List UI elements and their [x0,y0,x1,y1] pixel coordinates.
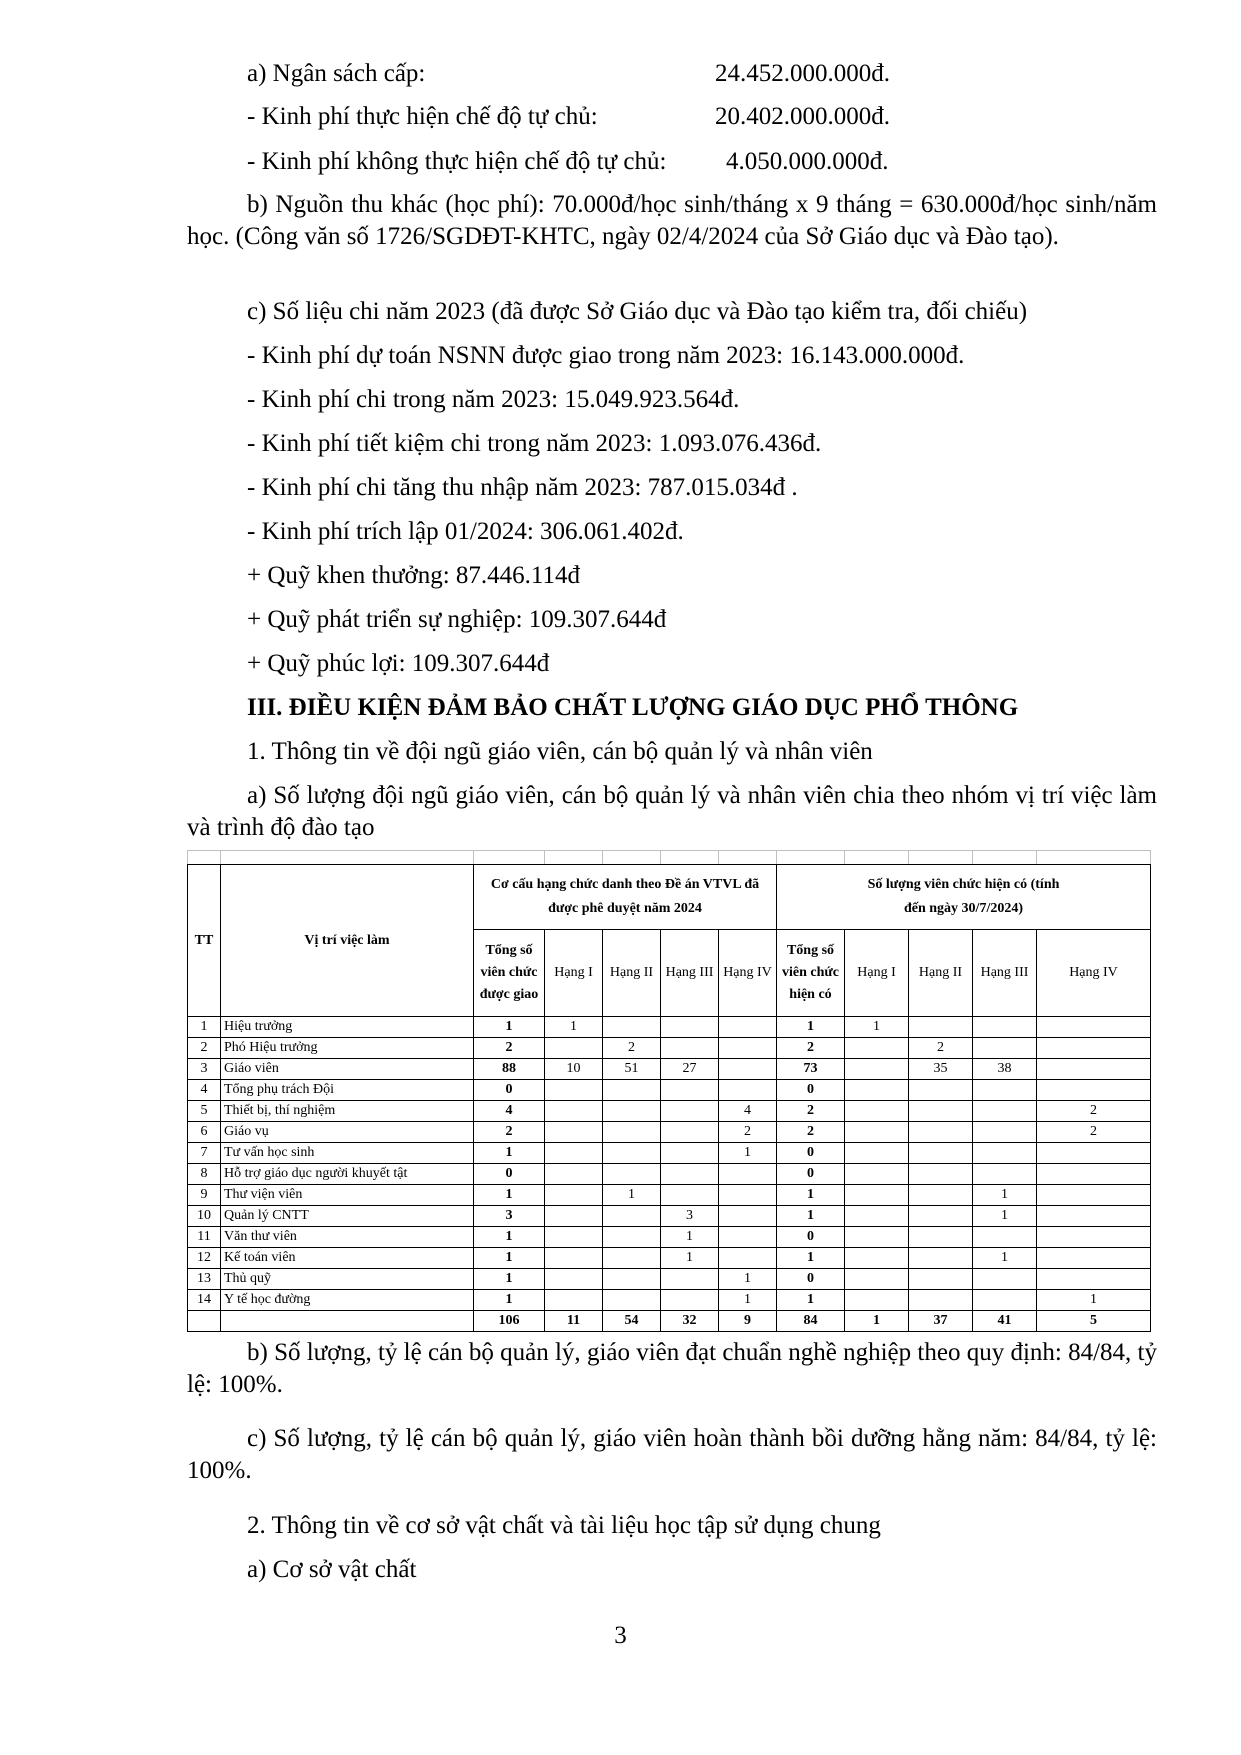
row-value-cell: 1 [973,1185,1037,1206]
row-value-cell [909,1269,973,1290]
row-value-cell [603,1101,661,1122]
row-value-cell [973,1164,1037,1185]
row-value-cell [1037,1038,1151,1059]
row-value-cell [661,1038,719,1059]
budget-auto-amount: 20.402.000.000đ. [715,103,890,130]
row-value-cell [545,1122,603,1143]
budget-c-item: - Kinh phí tiết kiệm chi trong năm 2023: 1.093.076.436đ. [247,430,822,457]
row-value-cell [845,1080,909,1101]
row-value-cell: 0 [474,1080,545,1101]
rank3-header: Hạng III [973,930,1037,1017]
row-value-cell: 3 [661,1206,719,1227]
row-value-cell [909,1206,973,1227]
row-value-cell [661,1185,719,1206]
row-value-cell: 1 [603,1185,661,1206]
row-value-cell: 35 [909,1059,973,1080]
row-value-cell: 2 [909,1038,973,1059]
row-position-cell: Thiết bị, thí nghiệm [221,1101,474,1122]
row-value-cell [973,1017,1037,1038]
group1-header: Cơ cấu hạng chức danh theo Đề án VTVL đã được phê duyệt năm 2024 [474,865,777,930]
total-cell: 54 [603,1311,661,1332]
row-value-cell [909,1122,973,1143]
row-value-cell [661,1143,719,1164]
row-value-cell [545,1248,603,1269]
row-tt-cell: 10 [188,1206,221,1227]
total-cell: 41 [973,1311,1037,1332]
row-value-cell [545,1185,603,1206]
row-value-cell [1037,1059,1151,1080]
total-cell: 37 [909,1311,973,1332]
row-position-cell: Thủ quỹ [221,1269,474,1290]
budget-auto-label: - Kinh phí thực hiện chế độ tự chủ: [247,103,598,130]
table-row [188,1269,1151,1290]
row-value-cell [845,1227,909,1248]
budget-nonauto-label: - Kinh phí không thực hiện chế độ tự chủ: [247,148,667,175]
row-position-cell: Y tế học đường [221,1290,474,1311]
row-value-cell: 1 [973,1206,1037,1227]
row-position-cell: Kế toán viên [221,1248,474,1269]
row-value-cell [719,1248,777,1269]
section-heading: III. ĐIỀU KIỆN ĐẢM BẢO CHẤT LƯỢNG GIÁO DỤC PHỔ THÔNG [247,694,1019,721]
row-tt-cell: 4 [188,1080,221,1101]
row-value-cell: 38 [973,1059,1037,1080]
row-value-cell [719,1185,777,1206]
total-cell: 11 [545,1311,603,1332]
rank1-header: Hạng I [845,930,909,1017]
table-row [188,1017,1151,1038]
budget-c-item: - Kinh phí trích lập 01/2024: 306.061.402đ. [247,518,684,545]
row-value-cell [973,1290,1037,1311]
row-value-cell: 51 [603,1059,661,1080]
budget-nonauto-amount: 4.050.000.000đ. [726,148,889,175]
row-value-cell: 1 [474,1143,545,1164]
row-value-cell: 1 [777,1185,845,1206]
row-value-cell [545,1038,603,1059]
row-value-cell [661,1269,719,1290]
total-cell: 84 [777,1311,845,1332]
table-row [188,1059,1151,1080]
row-value-cell: 1 [719,1143,777,1164]
row-tt-cell: 14 [188,1290,221,1311]
row-tt-cell: 3 [188,1059,221,1080]
after-b-paragraph: b) Số lượng, tỷ lệ cán bộ quản lý, giáo viên đạt chuẩn nghề nghiệp theo quy định: 84/84, tỷ lệ: 100%. [187,1339,1157,1398]
table-total-row [188,1311,1151,1332]
rank2-header: Hạng II [603,930,661,1017]
total-cell: 32 [661,1311,719,1332]
section-item-1a: a) Số lượng đội ngũ giáo viên, cán bộ quản lý và nhân viên chia theo nhóm vị trí việc làm và trình độ đào tạo [187,782,1157,841]
row-value-cell [973,1227,1037,1248]
row-value-cell [661,1290,719,1311]
row-value-cell [603,1248,661,1269]
row-value-cell [545,1290,603,1311]
group2-header: Số lượng viên chức hiện có (tính đến ngày 30/7/2024) [777,865,1151,930]
row-value-cell: 1 [719,1269,777,1290]
row-value-cell [719,1038,777,1059]
row-position-cell: Quản lý CNTT [221,1206,474,1227]
table-row [188,1038,1151,1059]
budget-a-amount: 24.452.000.000đ. [715,60,890,87]
total-cell: 5 [1037,1311,1151,1332]
rank4-header: Hạng IV [1037,930,1151,1017]
table-ruler-row [188,851,1151,865]
table-row [188,1143,1151,1164]
row-value-cell: 1 [845,1017,909,1038]
row-tt-cell: 7 [188,1143,221,1164]
row-tt-cell: 6 [188,1122,221,1143]
row-value-cell [909,1185,973,1206]
row-value-cell [661,1122,719,1143]
row-value-cell: 4 [719,1101,777,1122]
row-value-cell: 2 [777,1122,845,1143]
row-position-cell: Phó Hiệu trưởng [221,1038,474,1059]
row-value-cell [719,1206,777,1227]
row-value-cell: 1 [777,1017,845,1038]
row-value-cell: 1 [474,1227,545,1248]
row-value-cell [545,1206,603,1227]
row-value-cell [545,1143,603,1164]
row-value-cell [1037,1017,1151,1038]
row-value-cell [845,1059,909,1080]
row-value-cell: 1 [777,1290,845,1311]
row-value-cell [909,1248,973,1269]
staff-table [187,850,1151,1332]
row-value-cell: 1 [474,1017,545,1038]
row-value-cell [719,1164,777,1185]
budget-c-item: - Kinh phí chi trong năm 2023: 15.049.923.564đ. [247,386,740,413]
row-tt-cell: 11 [188,1227,221,1248]
row-value-cell [845,1143,909,1164]
row-value-cell [545,1269,603,1290]
row-value-cell [909,1290,973,1311]
row-value-cell [973,1101,1037,1122]
row-value-cell [845,1164,909,1185]
row-value-cell [845,1038,909,1059]
table-row [188,1227,1151,1248]
row-value-cell [603,1206,661,1227]
row-value-cell: 0 [777,1269,845,1290]
row-value-cell [845,1101,909,1122]
row-value-cell [603,1017,661,1038]
row-value-cell [1037,1227,1151,1248]
row-position-cell: Tư vấn học sinh [221,1143,474,1164]
row-value-cell [909,1227,973,1248]
total-cell: 9 [719,1311,777,1332]
row-value-cell [973,1143,1037,1164]
table-row [188,1290,1151,1311]
row-tt-cell: 5 [188,1101,221,1122]
row-tt-cell: 8 [188,1164,221,1185]
row-value-cell: 2 [474,1122,545,1143]
row-value-cell [603,1143,661,1164]
row-value-cell [603,1164,661,1185]
row-value-cell [973,1080,1037,1101]
row-value-cell [845,1290,909,1311]
row-value-cell: 2 [1037,1101,1151,1122]
row-value-cell [719,1059,777,1080]
row-value-cell: 4 [474,1101,545,1122]
row-value-cell [845,1206,909,1227]
row-value-cell [845,1185,909,1206]
rank3-header: Hạng III [661,930,719,1017]
row-position-cell: Giáo viên [221,1059,474,1080]
row-value-cell [973,1269,1037,1290]
row-value-cell [845,1269,909,1290]
row-position-cell: Văn thư viên [221,1227,474,1248]
table-row [188,1185,1151,1206]
row-value-cell [545,1080,603,1101]
row-value-cell: 1 [474,1269,545,1290]
row-value-cell: 0 [777,1164,845,1185]
row-value-cell: 2 [777,1038,845,1059]
row-value-cell: 73 [777,1059,845,1080]
row-value-cell [973,1122,1037,1143]
row-value-cell: 10 [545,1059,603,1080]
row-value-cell: 2 [1037,1122,1151,1143]
row-value-cell: 2 [603,1038,661,1059]
row-value-cell: 0 [777,1227,845,1248]
table-row [188,1248,1151,1269]
table-header-row [188,865,1151,930]
rank4-header: Hạng IV [719,930,777,1017]
row-value-cell [661,1017,719,1038]
row-value-cell: 1 [661,1248,719,1269]
row-value-cell: 1 [474,1185,545,1206]
row-value-cell [845,1122,909,1143]
after-item-2a: a) Cơ sở vật chất [247,1556,417,1583]
row-value-cell [1037,1206,1151,1227]
row-value-cell [973,1038,1037,1059]
rank1-header: Hạng I [545,930,603,1017]
row-value-cell: 1 [474,1290,545,1311]
row-value-cell [603,1080,661,1101]
row-value-cell [603,1122,661,1143]
row-value-cell: 1 [777,1206,845,1227]
total-cell: 1 [845,1311,909,1332]
table-row [188,1164,1151,1185]
table-row [188,1080,1151,1101]
budget-b-paragraph: b) Nguồn thu khác (học phí): 70.000đ/học sinh/tháng x 9 tháng = 630.000đ/học sinh/năm học. (Công văn số 1726/SGDĐT-KHTC, ngày 02/4/2024 của Sở Giáo dục và Đào tạo). [187,191,1157,250]
row-value-cell [603,1269,661,1290]
table-row [188,1101,1151,1122]
row-value-cell [603,1290,661,1311]
row-value-cell [909,1164,973,1185]
row-position-cell: Giáo vụ [221,1122,474,1143]
budget-c-item: + Quỹ phúc lợi: 109.307.644đ [247,650,550,677]
row-tt-cell: 9 [188,1185,221,1206]
row-value-cell: 0 [777,1143,845,1164]
row-value-cell [1037,1080,1151,1101]
after-c-paragraph: c) Số lượng, tỷ lệ cán bộ quản lý, giáo viên hoàn thành bồi dưỡng hằng năm: 84/84, tỷ lệ: 100%. [187,1425,1157,1484]
row-tt-cell: 1 [188,1017,221,1038]
col-position-header: Vị trí việc làm [221,865,474,1017]
row-value-cell [1037,1185,1151,1206]
row-value-cell [909,1143,973,1164]
budget-c-item: - Kinh phí dự toán NSNN được giao trong năm 2023: 16.143.000.000đ. [247,342,965,369]
row-value-cell [719,1080,777,1101]
row-value-cell [909,1080,973,1101]
row-value-cell: 1 [777,1248,845,1269]
row-value-cell [719,1227,777,1248]
row-value-cell: 2 [474,1038,545,1059]
budget-c-item: + Quỹ phát triển sự nghiệp: 109.307.644đ [247,606,667,633]
row-value-cell [909,1017,973,1038]
row-value-cell [661,1101,719,1122]
row-value-cell [1037,1248,1151,1269]
row-value-cell [1037,1164,1151,1185]
row-tt-cell: 12 [188,1248,221,1269]
row-value-cell [545,1227,603,1248]
row-value-cell [545,1164,603,1185]
row-value-cell [909,1101,973,1122]
row-value-cell [603,1227,661,1248]
table-body [188,1017,1151,1311]
row-position-cell: Hỗ trợ giáo dục người khuyết tật [221,1164,474,1185]
row-value-cell: 1 [1037,1290,1151,1311]
row-value-cell: 88 [474,1059,545,1080]
row-value-cell [545,1101,603,1122]
total-cell: 106 [474,1311,545,1332]
row-value-cell: 1 [973,1248,1037,1269]
row-value-cell [1037,1269,1151,1290]
budget-a-line [247,58,425,90]
row-value-cell [1037,1143,1151,1164]
row-tt-cell: 2 [188,1038,221,1059]
sub-total2-header: Tổng số viên chức hiện có [777,930,845,1017]
row-value-cell: 1 [661,1227,719,1248]
row-value-cell: 1 [545,1017,603,1038]
row-value-cell: 2 [777,1101,845,1122]
row-value-cell: 2 [719,1122,777,1143]
row-value-cell: 0 [777,1080,845,1101]
sub-total1-header: Tổng số viên chức được giao [474,930,545,1017]
row-value-cell [661,1080,719,1101]
row-tt-cell: 13 [188,1269,221,1290]
budget-c-heading: c) Số liệu chi năm 2023 (đã được Sở Giáo dục và Đào tạo kiểm tra, đối chiếu) [247,298,1028,325]
budget-a-label: a) Ngân sách cấp: [247,60,426,87]
row-value-cell [661,1164,719,1185]
table-row [188,1122,1151,1143]
section-item-1: 1. Thông tin về đội ngũ giáo viên, cán bộ quản lý và nhân viên [247,738,873,765]
row-position-cell: Thư viện viên [221,1185,474,1206]
budget-c-item: - Kinh phí chi tăng thu nhập năm 2023: 787.015.034đ . [247,474,798,501]
row-value-cell [845,1248,909,1269]
row-position-cell: Hiệu trưởng [221,1017,474,1038]
row-value-cell: 27 [661,1059,719,1080]
row-value-cell: 1 [719,1290,777,1311]
row-value-cell [719,1017,777,1038]
table-row [188,1206,1151,1227]
after-item-2: 2. Thông tin về cơ sở vật chất và tài liệu học tập sử dụng chung [247,1512,881,1539]
budget-c-item: + Quỹ khen thưởng: 87.446.114đ [247,562,580,589]
row-position-cell: Tổng phụ trách Đội [221,1080,474,1101]
col-tt-header: TT [188,865,221,1017]
page-number: 3 [614,1622,627,1649]
rank2-header: Hạng II [909,930,973,1017]
row-value-cell: 1 [474,1248,545,1269]
row-value-cell: 0 [474,1164,545,1185]
row-value-cell: 3 [474,1206,545,1227]
